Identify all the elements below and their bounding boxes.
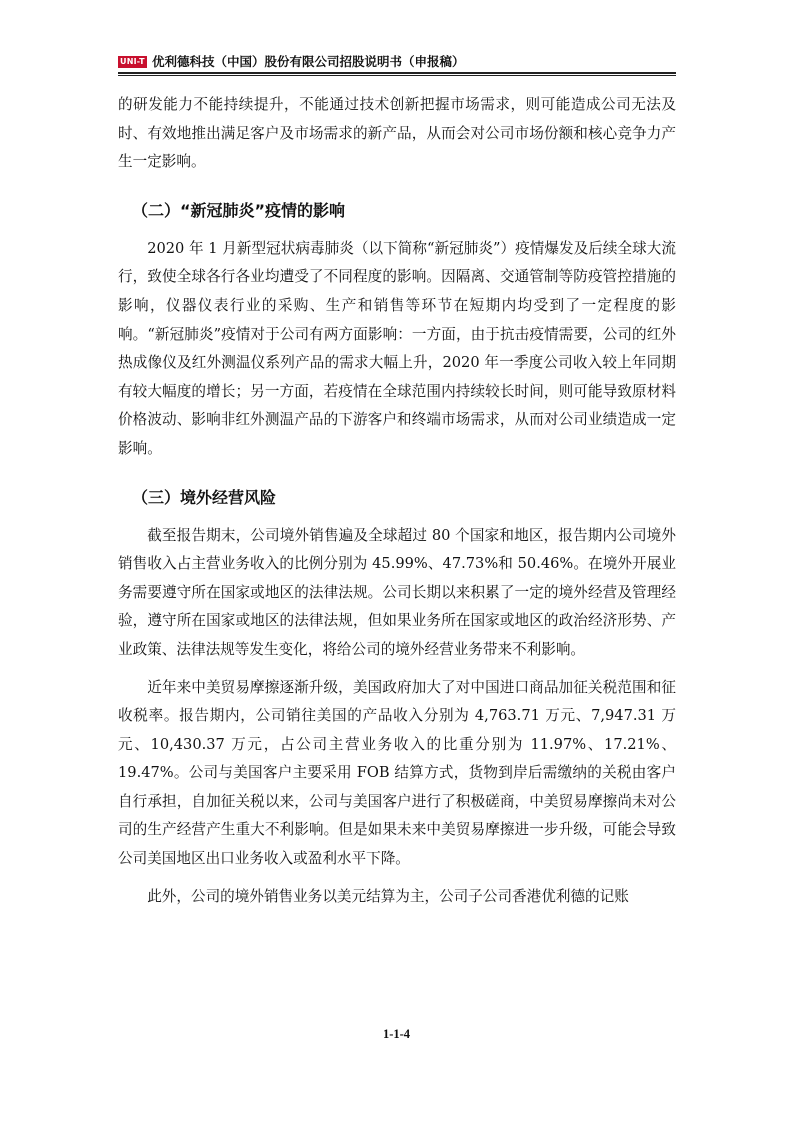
header-rule <box>118 72 676 74</box>
paragraph: 截至报告期末，公司境外销售遍及全球超过 80 个国家和地区，报告期内公司境外销售收入占主营业务收入的比例分别为 45.99%、47.73%和 50.46%。在境外开展业务需要遵守所在国家或地区的法律法规。公司长期以来积累了一定的境外经营及管理经验，遵守所在国家或地区的法律法规，但如果业务所在国家或地区的政治经济形势、产业政策、法律法规等发生变化，将给公司的境外经营业务带来不利影响。 <box>118 526 676 658</box>
page-header <box>118 54 676 74</box>
page-body <box>118 91 676 911</box>
header-rule-thin <box>118 75 676 76</box>
document-title: 优利德科技（中国）股份有限公司招股说明书（申报稿） <box>152 54 465 69</box>
paragraph: 2020 年 1 月新型冠状病毒肺炎（以下简称“新冠肺炎”）疫情爆发及后续全球大流行，致使全球各行各业均遭受了不同程度的影响。因隔离、交通管制等防疫管控措施的影响，仪器仪表行业的采购、生产和销售等环节在短期内均受到了一定程度的影响。“新冠肺炎”疫情对于公司有两方面影响：一方面，由于抗击疫情需要，公司的红外热成像仪及红外测温仪系列产品的需求大幅上升，2020 年一季度公司收入较上年同期有较大幅度的增长；另一方面，若疫情在全球范围内持续较长时间，则可能导致原材料价格波动、影响非红外测温产品的下游客户和终端市场需求，从而对公司业绩造成一定影响。 <box>118 239 676 457</box>
section-heading-overseas-risk: （三）境外经营风险 <box>132 487 277 507</box>
section-heading-covid: （二）“新冠肺炎”疫情的影响 <box>132 200 346 220</box>
paragraph: 此外，公司的境外销售业务以美元结算为主，公司子公司香港优利德的记账 <box>147 887 629 905</box>
intro-paragraph: 的研发能力不能持续提升，不能通过技术创新把握市场需求，则可能造成公司无法及时、有效地推出满足客户及市场需求的新产品，从而会对公司市场份额和核心竞争力产生一定影响。 <box>118 96 676 171</box>
paragraph: 近年来中美贸易摩擦逐渐升级，美国政府加大了对中国进口商品加征关税范围和征收税率。报告期内，公司销往美国的产品收入分别为 4,763.71 万元、7,947.31 万元、10,430.37 万元，占公司主营业务收入的比重分别为 11.97%、17.21%、19.47%。公司与美国客户主要采用 FOB 结算方式，货物到岸后需缴纳的关税由客户自行承担，自加征关税以来，公司与美国客户进行了积极磋商，中美贸易摩擦尚未对公司的生产经营产生重大不利影响。但是如果未来中美贸易摩擦进一步升级，可能会导致公司美国地区出口业务收入或盈利水平下降。 <box>118 678 676 868</box>
page-number: 1-1-4 <box>382 1027 411 1041</box>
company-logo: UNI-T <box>120 57 145 66</box>
